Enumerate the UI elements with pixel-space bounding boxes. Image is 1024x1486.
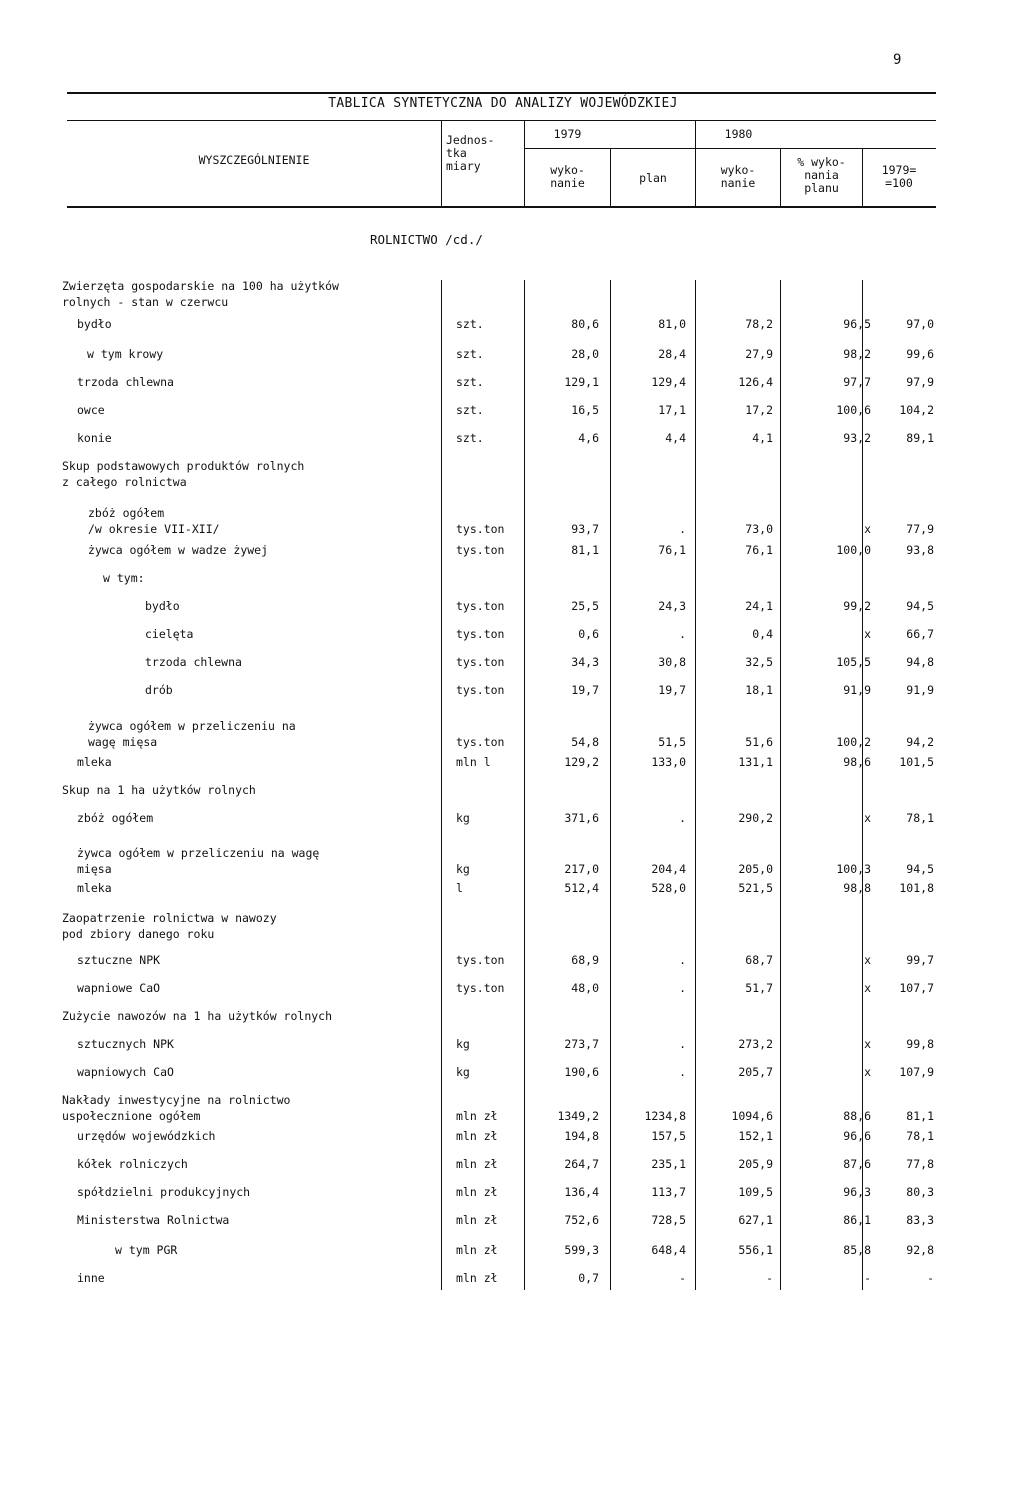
- row-label: konie: [77, 431, 112, 445]
- row-value: 107,9: [899, 1065, 934, 1079]
- row-label: bydło: [77, 317, 112, 331]
- row-value: .: [679, 627, 686, 641]
- row-unit: tys.ton: [456, 683, 505, 697]
- row-value: 80,3: [906, 1185, 934, 1199]
- row-value: 32,5: [745, 655, 773, 669]
- row-label: Zwierzęta gospodarskie na 100 ha użytków rolnych - stan w czerwcu: [62, 279, 339, 309]
- row-value: 521,5: [738, 881, 773, 895]
- row-value: 101,8: [899, 881, 934, 895]
- row-label: zbóż ogółem: [77, 811, 154, 825]
- row-value: 273,7: [564, 1037, 599, 1051]
- row-label: Ministerstwa Rolnictwa: [77, 1213, 230, 1227]
- header-1979-wykonanie: wyko- nanie: [550, 163, 585, 190]
- row-value: 205,9: [738, 1157, 773, 1171]
- row-label: bydło: [145, 599, 180, 613]
- row-value: .: [679, 981, 686, 995]
- row-label: żywca ogółem w wadze żywej: [88, 543, 269, 557]
- row-value: 205,7: [738, 1065, 773, 1079]
- row-value: 0,7: [578, 1271, 599, 1285]
- row-value: 86,1: [843, 1213, 871, 1227]
- row-value: 93,7: [571, 522, 599, 536]
- row-value: 0,4: [752, 627, 773, 641]
- row-value: 107,7: [899, 981, 934, 995]
- row-value: 68,9: [571, 953, 599, 967]
- row-value: 68,7: [745, 953, 773, 967]
- row-value: 94,8: [906, 655, 934, 669]
- row-value: -: [864, 1271, 871, 1285]
- row-value: 99,2: [843, 599, 871, 613]
- row-label: drób: [145, 683, 173, 697]
- row-value: 235,1: [651, 1157, 686, 1171]
- row-label: w tym:: [103, 571, 145, 585]
- row-unit: tys.ton: [456, 522, 505, 536]
- row-label: trzoda chlewna: [77, 375, 174, 389]
- row-unit: kg: [456, 862, 470, 876]
- top-rule: [67, 92, 936, 94]
- row-value: 99,6: [906, 347, 934, 361]
- row-value: 87,6: [843, 1157, 871, 1171]
- row-unit: mln zł: [456, 1129, 498, 1143]
- row-value: x: [864, 811, 871, 825]
- row-value: 97,9: [906, 375, 934, 389]
- row-value: 81,1: [906, 1109, 934, 1123]
- row-value: 131,1: [738, 755, 773, 769]
- row-unit: tys.ton: [456, 599, 505, 613]
- row-value: 104,2: [899, 403, 934, 417]
- row-value: 91,9: [906, 683, 934, 697]
- row-value: 18,1: [745, 683, 773, 697]
- row-value: 19,7: [571, 683, 599, 697]
- row-value: 17,1: [658, 403, 686, 417]
- row-value: 85,8: [843, 1243, 871, 1257]
- row-unit: szt.: [456, 431, 484, 445]
- header-unit: Jednos- tka miary: [446, 133, 495, 173]
- row-value: 30,8: [658, 655, 686, 669]
- row-value: 97,0: [906, 317, 934, 331]
- row-unit: mln l: [456, 755, 491, 769]
- row-value: 136,4: [564, 1185, 599, 1199]
- row-unit: szt.: [456, 347, 484, 361]
- row-label: Zużycie nawozów na 1 ha użytków rolnych: [62, 1009, 333, 1023]
- row-value: 205,0: [738, 862, 773, 876]
- row-value: 126,4: [738, 375, 773, 389]
- row-value: 78,2: [745, 317, 773, 331]
- row-label: sztuczne NPK: [77, 953, 161, 967]
- row-value: 77,8: [906, 1157, 934, 1171]
- row-value: 101,5: [899, 755, 934, 769]
- row-unit: kg: [456, 1065, 470, 1079]
- body-divider: [780, 280, 781, 1290]
- row-value: -: [679, 1271, 686, 1285]
- row-label: wapniowych CaO: [77, 1065, 174, 1079]
- row-value: 96,3: [843, 1185, 871, 1199]
- row-value: 627,1: [738, 1213, 773, 1227]
- row-value: 217,0: [564, 862, 599, 876]
- row-value: -: [927, 1271, 934, 1285]
- row-value: .: [679, 953, 686, 967]
- row-label: Zaopatrzenie rolnictwa w nawozy pod zbiory danego roku: [62, 911, 277, 941]
- row-value: 113,7: [651, 1185, 686, 1199]
- row-value: 24,3: [658, 599, 686, 613]
- row-unit: tys.ton: [456, 543, 505, 557]
- row-value: 80,6: [571, 317, 599, 331]
- row-value: 1094,6: [731, 1109, 773, 1123]
- row-value: 98,8: [843, 881, 871, 895]
- header-pct-plan: % wyko- nania planu: [797, 155, 846, 195]
- row-unit: mln zł: [456, 1213, 498, 1227]
- row-value: .: [679, 1065, 686, 1079]
- row-value: 94,5: [906, 599, 934, 613]
- row-value: 98,6: [843, 755, 871, 769]
- header-bottom-rule: [67, 206, 936, 208]
- row-value: 76,1: [658, 543, 686, 557]
- body-divider: [610, 280, 611, 1290]
- header-1980-wykonanie: wyko- nanie: [720, 163, 756, 190]
- year-subrule: [524, 148, 936, 149]
- row-value: 51,5: [658, 735, 686, 749]
- row-unit: szt.: [456, 375, 484, 389]
- row-unit: szt.: [456, 317, 484, 331]
- row-label: kółek rolniczych: [77, 1157, 188, 1171]
- row-value: 152,1: [738, 1129, 773, 1143]
- row-unit: mln zł: [456, 1271, 498, 1285]
- row-value: x: [864, 953, 871, 967]
- row-value: 34,3: [571, 655, 599, 669]
- row-value: 157,5: [651, 1129, 686, 1143]
- row-unit: kg: [456, 1037, 470, 1051]
- row-value: 528,0: [651, 881, 686, 895]
- row-label: trzoda chlewna: [145, 655, 242, 669]
- row-value: x: [864, 627, 871, 641]
- header-wyszczegolnienie: WYSZCZEGÓLNIENIE: [198, 153, 310, 167]
- row-value: 81,1: [571, 543, 599, 557]
- row-label: Skup na 1 ha użytków rolnych: [62, 783, 256, 797]
- row-unit: tys.ton: [456, 655, 505, 669]
- row-unit: kg: [456, 811, 470, 825]
- row-label: owce: [77, 403, 105, 417]
- body-divider: [524, 280, 525, 1290]
- row-value: 190,6: [564, 1065, 599, 1079]
- row-value: 556,1: [738, 1243, 773, 1257]
- row-value: 194,8: [564, 1129, 599, 1143]
- row-value: 96,6: [843, 1129, 871, 1143]
- row-label: spółdzielni produkcyjnych: [77, 1185, 251, 1199]
- row-unit: mln zł: [456, 1157, 498, 1171]
- row-value: 94,2: [906, 735, 934, 749]
- row-value: 51,6: [745, 735, 773, 749]
- row-value: 54,8: [571, 735, 599, 749]
- table-title: TABLICA SYNTETYCZNA DO ANALIZY WOJEWÓDZKIEJ: [328, 96, 678, 111]
- row-value: 1349,2: [557, 1109, 599, 1123]
- row-value: 4,4: [665, 431, 686, 445]
- row-unit: tys.ton: [456, 981, 505, 995]
- row-value: .: [679, 811, 686, 825]
- row-label: żywca ogółem w przeliczeniu na wagę mięsa: [88, 719, 296, 749]
- row-value: 728,5: [651, 1213, 686, 1227]
- row-value: 133,0: [651, 755, 686, 769]
- row-value: 94,5: [906, 862, 934, 876]
- row-value: 66,7: [906, 627, 934, 641]
- row-value: 752,6: [564, 1213, 599, 1227]
- row-value: 264,7: [564, 1157, 599, 1171]
- row-label: wapniowe CaO: [77, 981, 161, 995]
- row-unit: l: [456, 881, 463, 895]
- row-value: 100,6: [836, 403, 871, 417]
- header-year-1980: 1980: [724, 127, 753, 141]
- row-value: 16,5: [571, 403, 599, 417]
- header-year-1979: 1979: [553, 127, 582, 141]
- row-label: zbóż ogółem /w okresie VII-XII/: [88, 506, 220, 536]
- row-label: mleka: [77, 755, 112, 769]
- row-value: 92,8: [906, 1243, 934, 1257]
- row-value: 100,2: [836, 735, 871, 749]
- row-value: 96,5: [843, 317, 871, 331]
- row-value: 99,7: [906, 953, 934, 967]
- row-value: 129,4: [651, 375, 686, 389]
- row-value: 93,8: [906, 543, 934, 557]
- row-value: 78,1: [906, 1129, 934, 1143]
- row-label: cielęta: [145, 627, 194, 641]
- row-value: 73,0: [745, 522, 773, 536]
- row-value: 4,6: [578, 431, 599, 445]
- body-divider: [695, 280, 696, 1290]
- row-value: 28,4: [658, 347, 686, 361]
- row-unit: mln zł: [456, 1243, 498, 1257]
- row-value: 290,2: [738, 811, 773, 825]
- page-number: 9: [893, 52, 902, 68]
- row-value: 19,7: [658, 683, 686, 697]
- row-value: 129,1: [564, 375, 599, 389]
- row-value: 1234,8: [644, 1109, 686, 1123]
- row-value: 24,1: [745, 599, 773, 613]
- row-value: 91,9: [843, 683, 871, 697]
- title-rule: [67, 120, 936, 121]
- row-unit: tys.ton: [456, 627, 505, 641]
- row-value: 76,1: [745, 543, 773, 557]
- row-label: żywca ogółem w przeliczeniu na wagę mięsa: [77, 846, 320, 876]
- row-value: 25,5: [571, 599, 599, 613]
- section-title: ROLNICTWO /cd./: [370, 232, 483, 247]
- row-value: x: [864, 1037, 871, 1051]
- row-unit: tys.ton: [456, 735, 505, 749]
- row-unit: tys.ton: [456, 953, 505, 967]
- row-value: 81,0: [658, 317, 686, 331]
- row-value: 78,1: [906, 811, 934, 825]
- header-plan: plan: [639, 171, 667, 185]
- row-unit: mln zł: [456, 1185, 498, 1199]
- row-label: sztucznych NPK: [77, 1037, 174, 1051]
- row-value: 28,0: [571, 347, 599, 361]
- row-value: 17,2: [745, 403, 773, 417]
- row-value: -: [766, 1271, 773, 1285]
- row-value: .: [679, 1037, 686, 1051]
- row-value: 98,2: [843, 347, 871, 361]
- row-value: .: [679, 522, 686, 536]
- row-value: x: [864, 981, 871, 995]
- row-value: 371,6: [564, 811, 599, 825]
- row-unit: mln zł: [456, 1109, 498, 1123]
- row-value: 97,7: [843, 375, 871, 389]
- row-value: 89,1: [906, 431, 934, 445]
- row-value: 88,6: [843, 1109, 871, 1123]
- body-divider: [441, 280, 442, 1290]
- row-value: 83,3: [906, 1213, 934, 1227]
- row-label: Nakłady inwestycyjne na rolnictwo uspołecznione ogółem: [62, 1093, 291, 1123]
- row-value: 93,2: [843, 431, 871, 445]
- row-value: 204,4: [651, 862, 686, 876]
- row-value: 129,2: [564, 755, 599, 769]
- row-value: 109,5: [738, 1185, 773, 1199]
- row-label: w tym PGR: [115, 1243, 178, 1257]
- row-value: 77,9: [906, 522, 934, 536]
- row-value: 100,0: [836, 543, 871, 557]
- row-unit: szt.: [456, 403, 484, 417]
- row-label: Skup podstawowych produktów rolnych z całego rolnictwa: [62, 459, 305, 489]
- row-value: 27,9: [745, 347, 773, 361]
- row-value: x: [864, 522, 871, 536]
- row-value: 599,3: [564, 1243, 599, 1257]
- row-value: 100,3: [836, 862, 871, 876]
- row-value: 99,8: [906, 1037, 934, 1051]
- row-value: 512,4: [564, 881, 599, 895]
- row-value: 51,7: [745, 981, 773, 995]
- row-value: 48,0: [571, 981, 599, 995]
- row-value: 105,5: [836, 655, 871, 669]
- row-label: inne: [77, 1271, 105, 1285]
- row-label: urzędów wojewódzkich: [77, 1129, 216, 1143]
- row-label: mleka: [77, 881, 112, 895]
- row-value: 648,4: [651, 1243, 686, 1257]
- row-value: 4,1: [752, 431, 773, 445]
- header-base-1979: 1979= =100: [881, 163, 917, 190]
- row-value: 273,2: [738, 1037, 773, 1051]
- row-value: 0,6: [578, 627, 599, 641]
- row-label: w tym krowy: [87, 347, 164, 361]
- row-value: x: [864, 1065, 871, 1079]
